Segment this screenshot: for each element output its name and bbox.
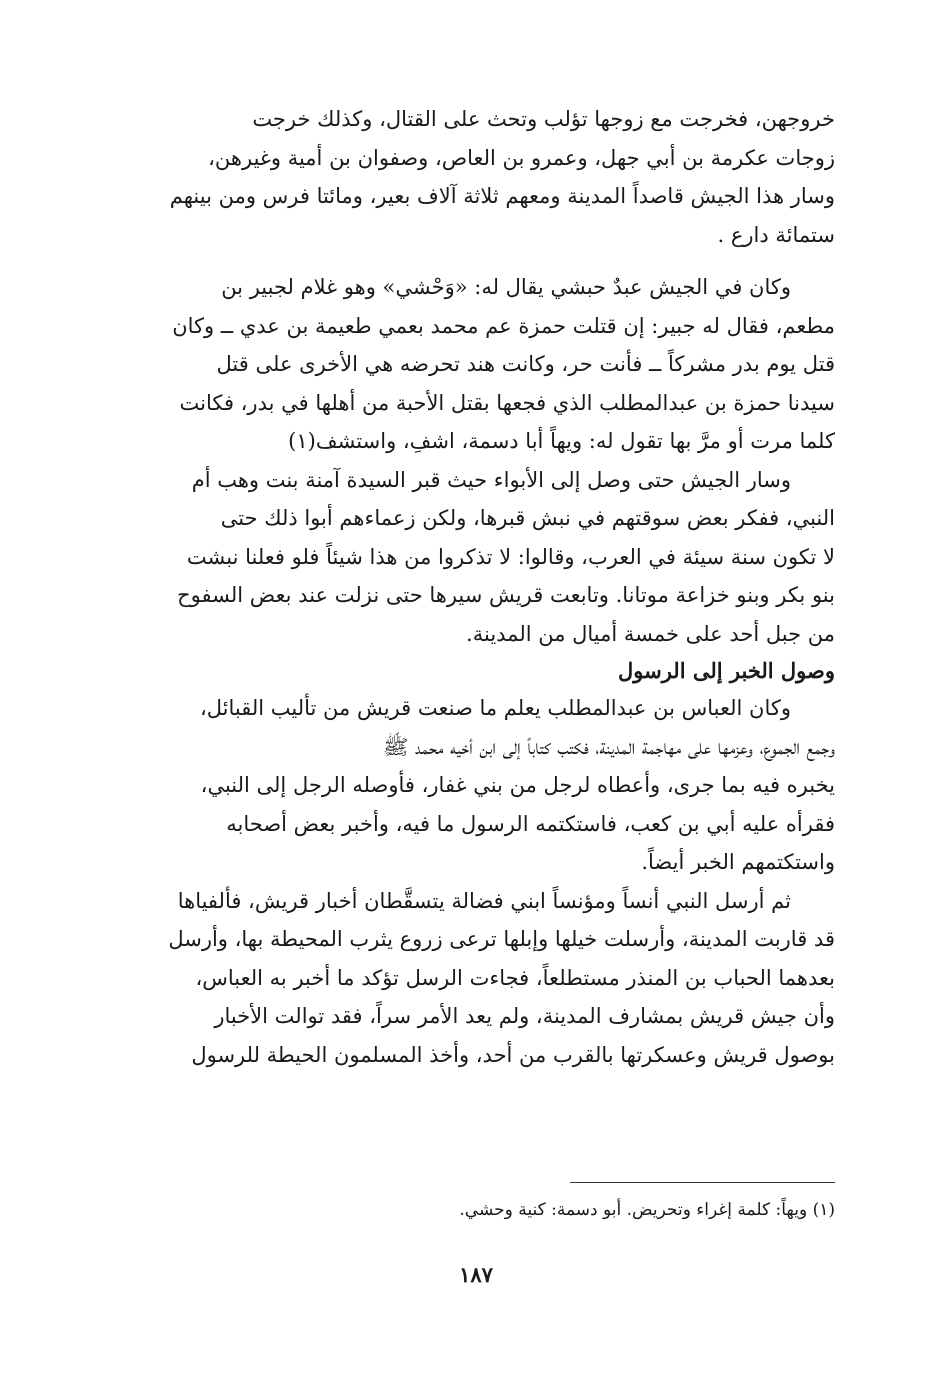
paragraph — [130, 689, 835, 882]
footnote: (١) ويهاً: كلمة إغراء وتحريض. أبو دسمة: كنية وحشي. — [459, 1200, 835, 1220]
text-line: لا تكون سنة سيئة في العرب، وقالوا: لا تذكروا من هذا شيئاً فلو فعلنا نبشت — [186, 544, 835, 569]
text-line: من جبل أحد على خمسة أميال من المدينة. — [466, 621, 835, 646]
paragraph — [130, 100, 835, 254]
text-line: وأن جيش قريش بمشارف المدينة، ولم يعد الأمر سراً، فقد توالت الأخبار — [214, 1004, 835, 1028]
text-line: وكان العباس بن عبدالمطلب يعلم ما صنعت قريش من تأليب القبائل، — [199, 696, 791, 720]
text-line: بنو بكر وبنو خزاعة موتانا. وتابعت قريش سيرها حتى نزلت عند بعض السفوح — [177, 583, 835, 607]
paragraph — [130, 268, 835, 461]
text-line: خروجهن، فخرجت مع زوجها تؤلب وتحث على القتال، وكذلك خرجت — [252, 107, 835, 131]
text-line: سيدنا حمزة بن عبدالمطلب الذي فجعها بقتل الأحبة من أهلها في بدر، فكانت — [179, 390, 835, 415]
text-line: قتل يوم بدر مشركاً ــ فأنت حر، وكانت هند تحرضه هي الأخرى على قتل — [216, 352, 835, 376]
text-line: قد قاربت المدينة، وأرسلت خيلها وإبلها ترعى زروع يثرب المحيطة بها، وأرسل — [168, 927, 835, 951]
paragraph — [130, 882, 835, 1075]
page-number: ١٨٧ — [459, 1262, 493, 1287]
text-line: وسار الجيش حتى وصل إلى الأبواء حيث قبر السيدة آمنة بنت وهب أم — [191, 467, 791, 492]
text-line: كلما مرت أو مرَّ بها تقول له: ويهاً أبا دسمة، اشفِ، واستشف(١) — [288, 429, 835, 453]
text-line: النبي، ففكر بعض سوقتهم في نبش قبرها، ولكن زعماءهم أبوا ذلك حتى — [220, 506, 835, 530]
text-line: ثم أرسل النبي أنساً ومؤنساً ابني فضالة يتسقَّطان أخبار قريش، فألفياها — [177, 888, 791, 913]
text-line: وكان في الجيش عبدٌ حبشي يقال له: «وَحْشي» وهو غلام لجبير بن — [221, 275, 791, 299]
paragraph — [130, 461, 835, 654]
text-line: بعدهما الحباب بن المنذر مستطلعاً، فجاءت الرسل تؤكد ما أخبر به العباس، — [195, 965, 835, 990]
text-line: يخبره فيه بما جرى، وأعطاه لرجل من بني غفار، فأوصله الرجل إلى النبي، — [200, 773, 835, 797]
footnote-divider — [570, 1182, 835, 1183]
text-line: بوصول قريش وعسكرتها بالقرب من أحد، وأخذ المسلمون الحيطة للرسول — [191, 1042, 835, 1067]
text-line: وجمع الجموع، وعزمها على مهاجمة المدينة، فكتب كتاباً إلى ابن أخيه محمد ﷺ — [383, 734, 835, 759]
text-line: مطعم، فقال له جبير: إن قتلت حمزة عم محمد بعمي طعيمة بن عدي ــ وكان — [172, 313, 835, 338]
section-heading: وصول الخبر إلى الرسول — [618, 658, 835, 683]
text-line: زوجات عكرمة بن أبي جهل، وعمرو بن العاص، وصفوان بن أمية وغيرهن، — [208, 145, 835, 170]
text-line: واستكتمهم الخبر أيضاً. — [641, 850, 835, 874]
text-line: ستمائة دارع . — [717, 222, 835, 247]
text-line: وسار هذا الجيش قاصداً المدينة ومعهم ثلاثة آلاف بعير، ومائتا فرس ومن بينهم — [169, 184, 835, 208]
page-body — [130, 100, 835, 1074]
text-line: فقرأه عليه أبي بن كعب، فاستكتمه الرسول ما فيه، وأخبر بعض أصحابه — [226, 811, 835, 836]
